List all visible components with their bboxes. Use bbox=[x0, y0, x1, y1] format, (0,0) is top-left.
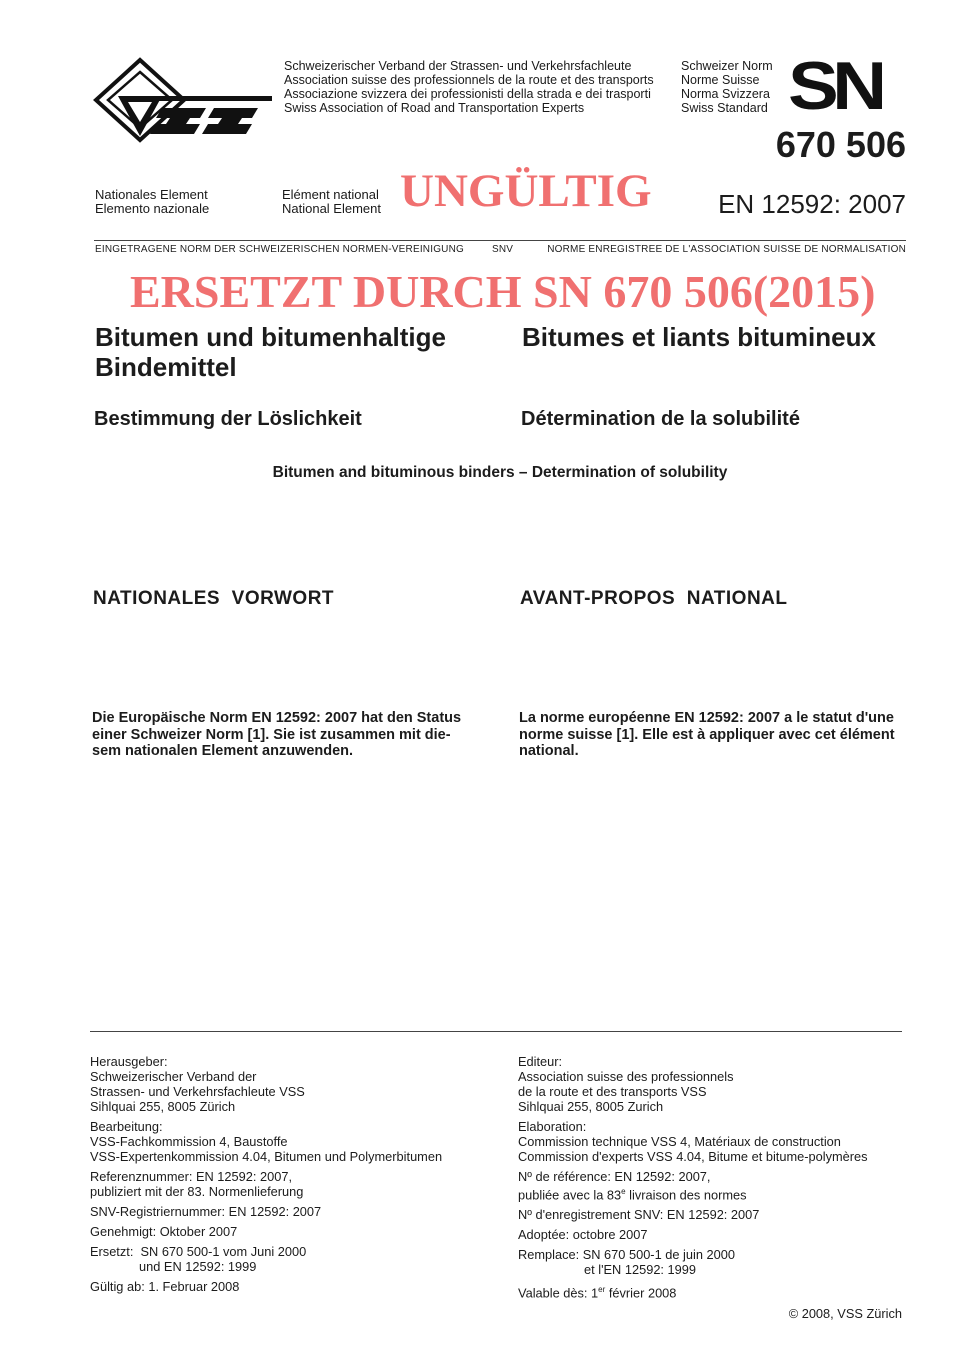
replaces-fr: Remplace: SN 670 500-1 de juin 2000 bbox=[518, 1247, 735, 1263]
norm-label-fr: Norme Suisse bbox=[681, 73, 760, 87]
replaced-stamp: ERSETZT DURCH SN 670 506(2015) bbox=[130, 266, 876, 317]
org-name-en: Swiss Association of Road and Transportation Experts bbox=[284, 101, 585, 115]
norm-type-labels bbox=[681, 59, 773, 115]
foreword-heading-fr: AVANT-PROPOS NATIONAL bbox=[520, 588, 788, 609]
invalid-stamp: UNGÜLTIG bbox=[400, 165, 652, 217]
vss-logo bbox=[92, 56, 277, 144]
subtitle-de: Bestimmung der Löslichkeit bbox=[94, 408, 362, 430]
processing-label-fr: Elaboration: bbox=[518, 1119, 587, 1134]
footer-rule bbox=[90, 1031, 902, 1032]
approved-de: Genehmigt: Oktober 2007 bbox=[90, 1224, 238, 1239]
title-de: Bitumen und bitumenhaltige Bindemittel bbox=[95, 322, 446, 382]
national-element-de: Nationales Element Elemento nazionale bbox=[95, 187, 210, 216]
organization-names bbox=[284, 59, 654, 115]
subtitle-fr: Détermination de la solubilité bbox=[521, 408, 800, 430]
publisher-label-de: Herausgeber: bbox=[90, 1054, 168, 1069]
valid-from-de: Gültig ab: 1. Februar 2008 bbox=[90, 1279, 240, 1294]
en-reference: EN 12592: 2007 bbox=[718, 189, 906, 219]
registry-text-snv: SNV bbox=[492, 244, 514, 255]
imprint-de: Herausgeber: Schweizerischer Verband der Strassen- und Verkehrsfachleute VSS Sihlquai 255, 8005 Zürich Bearbeitung: VSS-Fachkommission 4, Baustoffe VSS-Expertenkommission 4.04, Bitumen und Polymerbitumen Referenznummer: EN 12592: 2007, publiziert mit der 83. Normenlieferung SNV-Registriernummer: EN 12592: 2007 Genehmigt: Oktober 2007 Ersetzt: SN 670 500-1 vom Juni 2000 und EN 12592: 1999 Gültig ab: 1. Februar 2008 bbox=[90, 1054, 510, 1294]
org-name-fr: Association suisse des professionnels de la route et des transports bbox=[284, 73, 654, 87]
valid-from-fr: Valable dès: 1er février 2008 bbox=[518, 1285, 677, 1301]
snv-registration-de: SNV-Registriernummer: EN 12592: 2007 bbox=[90, 1204, 322, 1219]
norm-label-it: Norma Svizzera bbox=[681, 87, 770, 101]
approved-fr: Adoptée: octobre 2007 bbox=[518, 1227, 648, 1243]
registry-text-de: EINGETRAGENE NORM DER SCHWEIZERISCHEN NORMEN-VEREINIGUNG bbox=[95, 244, 465, 255]
registry-text-fr: NORME ENREGISTREE DE L'ASSOCIATION SUISSE DE NORMALISATION bbox=[547, 244, 906, 255]
publisher-label-fr: Editeur: bbox=[518, 1054, 563, 1069]
title-en: Bitumen and bituminous binders – Determination of solubility bbox=[272, 464, 728, 481]
national-element-fr: Elément national National Element bbox=[282, 187, 381, 216]
sn-logo: SN bbox=[788, 48, 881, 124]
copyright: © 2008, VSS Zürich bbox=[788, 1306, 902, 1321]
norm-label-en: Swiss Standard bbox=[681, 101, 768, 115]
registry-rule bbox=[94, 240, 906, 241]
title-fr: Bitumes et liants bitumineux bbox=[522, 322, 876, 352]
foreword-heading-de: NATIONALES VORWORT bbox=[93, 588, 335, 609]
snv-registration-fr: Nº d'enregistrement SNV: EN 12592: 2007 bbox=[518, 1207, 760, 1223]
org-name-de: Schweizerischer Verband der Strassen- und Verkehrsfachleute bbox=[284, 59, 632, 73]
replaces-de: Ersetzt: SN 670 500-1 vom Juni 2000 bbox=[90, 1244, 307, 1259]
foreword-text-fr: La norme européenne EN 12592: 2007 a le statut d'une norme suisse [1]. Elle est à appliquer avec cet élément national. bbox=[519, 710, 895, 759]
norm-label-de: Schweizer Norm bbox=[681, 59, 773, 73]
foreword-text-de: Die Europäische Norm EN 12592: 2007 hat den Status einer Schweizer Norm [1]. Sie ist zusammen mit die- sem nationalen Element anzuwenden. bbox=[92, 710, 462, 759]
norm-number: 670 506 bbox=[775, 124, 906, 165]
processing-label-de: Bearbeitung: bbox=[90, 1119, 163, 1134]
imprint-fr: Editeur: Association suisse des professionnels de la route et des transports VSS Sihlquai 255, 8005 Zurich Elaboration: Commission technique VSS 4, Matériaux de construction Commission d'experts VSS 4.04, Bitume et bitume-polymères Nº de référence: EN 12592: 2007, publiée avec la 83e livraison des normes Nº d'enregistrement SNV: EN 12592: 2007 Adoptée: octobre 2007 Remplace: SN 670 500-1 de juin 2000 et l'EN 12592: 1999 Valable dès: 1er février 2008 bbox=[518, 1054, 938, 1301]
org-name-it: Associazione svizzera dei professionisti della strada e dei trasporti bbox=[284, 87, 651, 101]
